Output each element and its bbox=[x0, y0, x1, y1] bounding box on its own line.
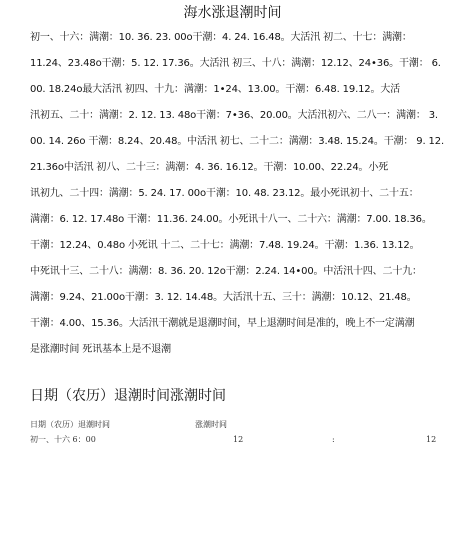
text-line: 干潮：12.24、0.48o 小死讯 十二、二十七：满潮：7.48. 19.24。干潮：1.36. 13.12。 bbox=[30, 240, 420, 251]
text-line: 00. 18.24o最大活汛 初四、十九：满潮：1•24、13.00。干潮：6.48. 19.12。大活 bbox=[30, 84, 401, 95]
table-header-date: 日期（农历）退潮时间 bbox=[30, 420, 110, 429]
section-heading: 日期（农历）退潮时间涨潮时间 bbox=[30, 388, 226, 404]
table-cell-date: 初一、十六 6：00 bbox=[30, 435, 96, 444]
text-line: 汛初五、二十：满潮：2. 12. 13. 48o干潮：7•36、20.00。大活汛初六、二八一：满潮： 3. bbox=[30, 110, 438, 121]
page-title: 海水涨退潮时间 bbox=[183, 5, 282, 21]
table-header-flood: 涨潮时间 bbox=[195, 420, 227, 429]
text-line: 满潮：9.24、21.00o干潮：3. 12. 14.48。大活汛十五、三十：满潮：10.12、21.48。 bbox=[30, 292, 417, 303]
text-line: 干潮：4.00、15.36。大活汛干潮就是退潮时间，早上退潮时间是准的，晚上不一定满潮 bbox=[30, 318, 415, 329]
table-cell: 12 bbox=[426, 435, 437, 444]
text-line: 初一、十六：满潮：10. 36. 23. 00o干潮：4. 24. 16.48。大活汛 初二、十七：满潮： bbox=[30, 32, 412, 43]
table-cell: 12 bbox=[233, 435, 244, 444]
text-line: 中死讯十三、二十八：满潮：8. 36. 20. 12o干潮：2.24. 14•00。中活汛十四、二十九： bbox=[30, 266, 422, 277]
text-line: 00. 14. 26o 干潮：8.24、20.48。中活汛 初七、二十二：满潮：3.48. 15.24。干潮： 9. 12. bbox=[30, 136, 445, 147]
text-line: 11.24、23.48o干潮：5. 12. 17.36。大活汛 初三、十八：满潮：12.12、24•36。干潮： 6. bbox=[30, 58, 441, 69]
table-cell: : bbox=[332, 435, 335, 444]
text-line: 21.36o中活汛 初八、二十三：满潮：4. 36. 16.12。干潮：10.00、22.24。小死 bbox=[30, 162, 389, 173]
text-line: 讯初九、二十四：满潮：5. 24. 17. 00o干潮：10. 48. 23.12。最小死讯初十、二十五： bbox=[30, 188, 419, 199]
text-line: 满潮：6. 12. 17.48o 干潮：11.36. 24.00。小死讯十八一、二十六：满潮：7.00. 18.36。 bbox=[30, 214, 432, 225]
text-line: 是涨潮时间 死讯基本上是不退潮 bbox=[30, 344, 171, 355]
